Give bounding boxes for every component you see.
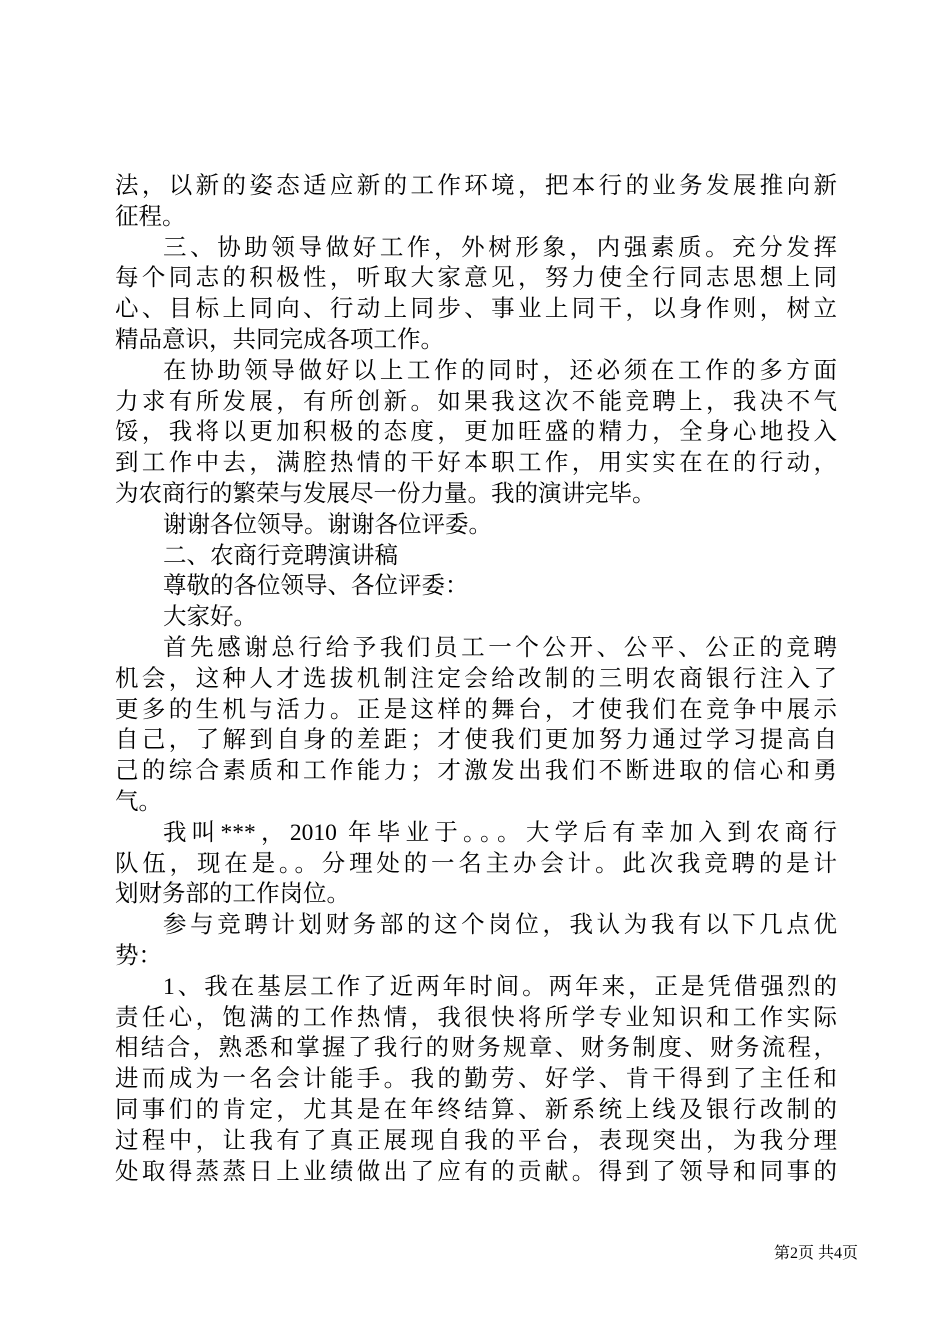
- text-line: 每个同志的积极性，听取大家意见，努力使全行同志思想上同: [115, 265, 837, 292]
- text-line: 队伍，现在是。。分理处的一名主办会计。此次我竞聘的是计: [115, 850, 837, 877]
- text-line: 自己，了解到自身的差距；才使我们更加努力通过学习提高自: [115, 727, 837, 754]
- text-line: 为农商行的繁荣与发展尽一份力量。我的演讲完毕。: [115, 480, 656, 507]
- text-line: 划财务部的工作岗位。: [115, 881, 350, 908]
- text-line: 力求有所发展，有所创新。如果我这次不能竞聘上，我决不气: [115, 388, 837, 415]
- text-line: 三、协助领导做好工作，外树形象，内强素质。充分发挥: [163, 234, 837, 261]
- text-line: 机会，这种人才选拔机制注定会给改制的三明农商银行注入了: [115, 665, 837, 692]
- text-line: 精品意识，共同完成各项工作。: [115, 326, 444, 353]
- text-line: 同事们的肯定，尤其是在年终结算、新系统上线及银行改制的: [115, 1096, 837, 1123]
- text-line: 征程。: [115, 203, 186, 230]
- text-line: 气。: [115, 788, 162, 815]
- text-line: 大家好。: [163, 604, 257, 631]
- text-line: 首先感谢总行给予我们员工一个公开、公平、公正的竞聘: [163, 634, 837, 661]
- text-line: 参与竞聘计划财务部的这个岗位，我认为我有以下几点优: [163, 912, 837, 939]
- text-line: 过程中，让我有了真正展现自我的平台，表现突出，为我分理: [115, 1127, 837, 1154]
- text-line: 进而成为一名会计能手。我的勤劳、好学、肯干得到了主任和: [115, 1066, 837, 1093]
- text-line: 馁，我将以更加积极的态度，更加旺盛的精力，全身心地投入: [115, 419, 837, 446]
- document-body: [115, 171, 837, 1187]
- text-line: 在协助领导做好以上工作的同时，还必须在工作的多方面: [163, 357, 837, 384]
- text-line: 我叫***，2010 年毕业于。。。大学后有幸加入到农商行: [163, 819, 837, 846]
- text-line: 二、农商行竞聘演讲稿: [163, 542, 398, 569]
- text-line: 谢谢各位领导。谢谢各位评委。: [163, 511, 492, 538]
- text-line: 势：: [115, 942, 162, 969]
- text-line: 相结合，熟悉和掌握了我行的财务规章、财务制度、财务流程，: [115, 1035, 837, 1062]
- text-line: 到工作中去，满腔热情的干好本职工作，用实实在在的行动，: [115, 450, 837, 477]
- text-line: 处取得蒸蒸日上业绩做出了应有的贡献。得到了领导和同事的: [115, 1158, 837, 1185]
- text-line: 心、目标上同向、行动上同步、事业上同干，以身作则，树立: [115, 296, 837, 323]
- text-line: 1、我在基层工作了近两年时间。两年来，正是凭借强烈的: [163, 973, 837, 1000]
- page-footer: [774, 1244, 858, 1264]
- text-line: 尊敬的各位领导、各位评委：: [163, 573, 469, 600]
- text-line: 己的综合素质和工作能力；才激发出我们不断进取的信心和勇: [115, 758, 837, 785]
- text-line: 法，以新的姿态适应新的工作环境，把本行的业务发展推向新: [115, 173, 837, 199]
- text-line: 更多的生机与活力。正是这样的舞台，才使我们在竞争中展示: [115, 696, 837, 723]
- text-line: 责任心，饱满的工作热情，我很快将所学专业知识和工作实际: [115, 1004, 837, 1031]
- page-number: 第2页 共4页: [773, 1245, 858, 1262]
